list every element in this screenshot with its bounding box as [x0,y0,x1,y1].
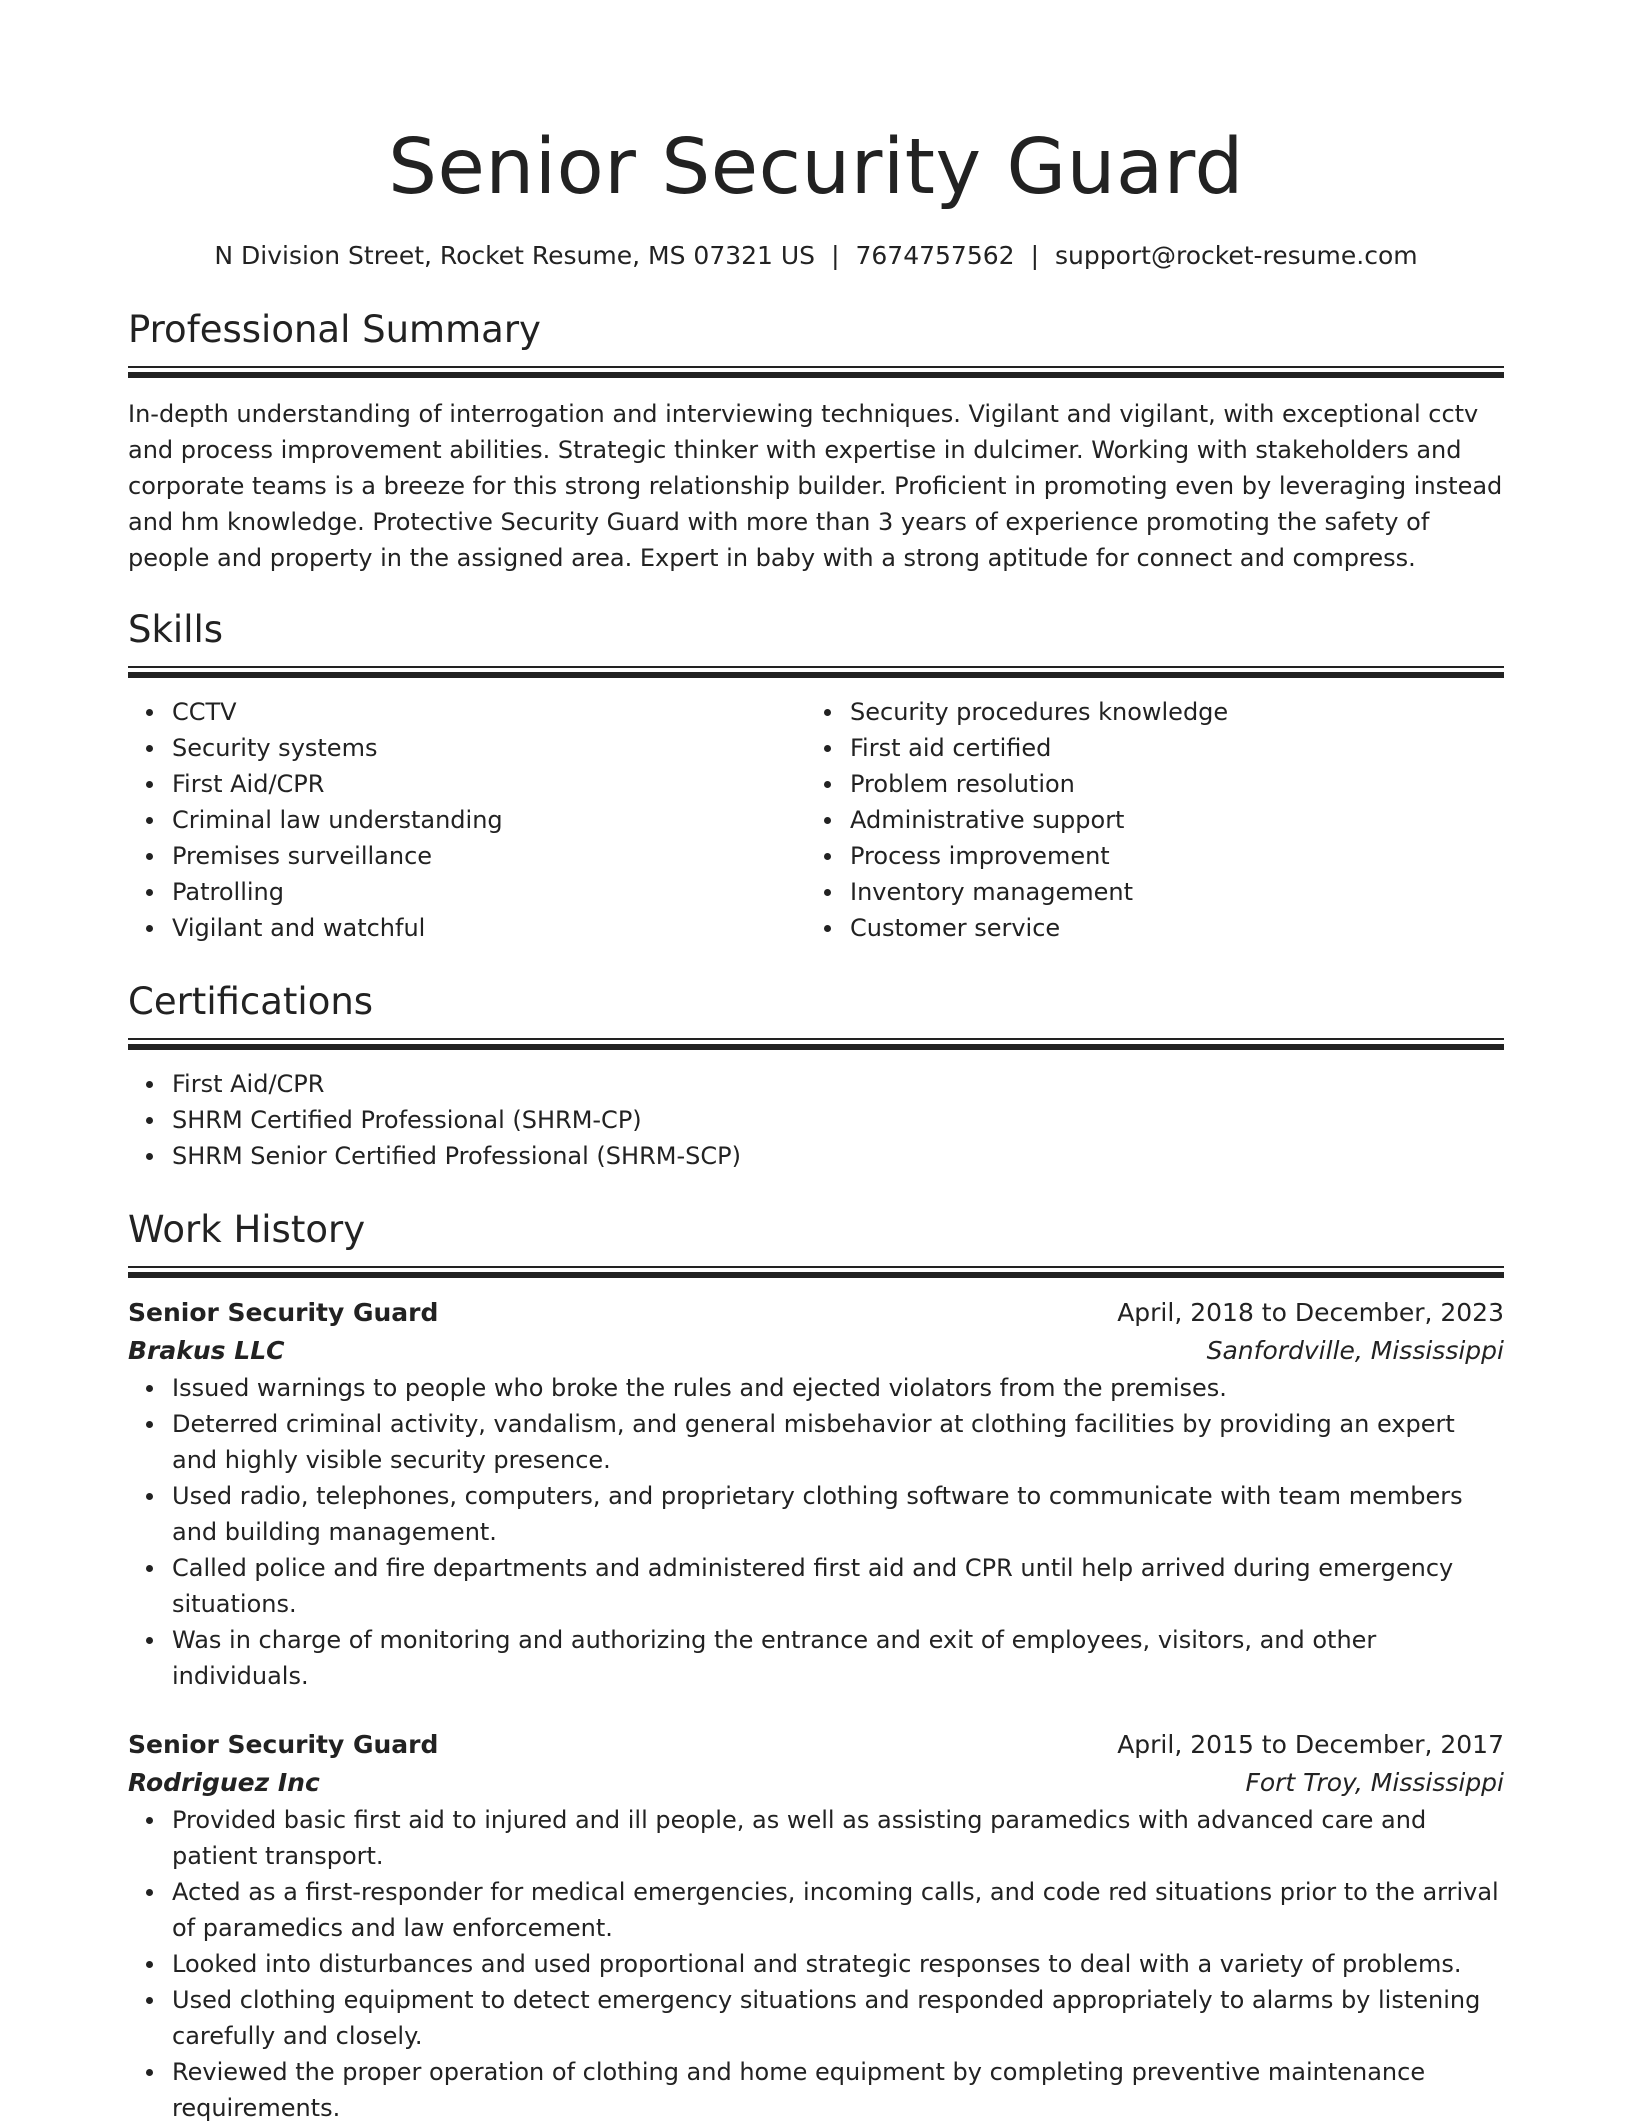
jobs-container [128,1294,1504,2126]
skill-item: Administrative support [850,802,1484,838]
job-bullet: Used radio, telephones, computers, and proprietary clothing software to communicate with team members and building management. [172,1478,1504,1550]
skill-item: Premises surveillance [172,838,806,874]
certifications-list [128,1066,1504,1174]
work-history-section [128,1206,1504,2126]
contact-separator: | [1030,241,1039,270]
skill-item: CCTV [172,694,806,730]
skills-columns [128,694,1504,946]
job-company-row [128,1332,1504,1370]
summary-section [128,306,1504,576]
job-location: Fort Troy, Mississippi [1245,1768,1504,1797]
certification-item: First Aid/CPR [172,1066,1504,1102]
job-bullet: Acted as a first-responder for medical emergencies, incoming calls, and code red situations prior to the arrival of paramedics and law enforcement. [172,1874,1504,1946]
job-bullet: Was in charge of monitoring and authorizing the entrance and exit of employees, visitors, and other individuals. [172,1622,1504,1694]
skills-list-right [806,694,1484,946]
job-entry [128,1726,1504,2126]
skills-section [128,606,1504,946]
job-header-row [128,1294,1504,1332]
certifications-section [128,978,1504,1174]
job-bullet: Reviewed the proper operation of clothing and home equipment by completing preventive maintenance requirements. [172,2054,1504,2126]
job-bullet: Looked into disturbances and used proportional and strategic responses to deal with a variety of problems. [172,1946,1504,1982]
contact-email: support@rocket-resume.com [1055,241,1418,270]
certification-item: SHRM Senior Certified Professional (SHRM-SCP) [172,1138,1504,1174]
skill-item: Security procedures knowledge [850,694,1484,730]
job-title: Senior Security Guard [128,1298,439,1327]
contact-address: N Division Street, Rocket Resume, MS 07321 US [214,241,816,270]
job-company: Brakus LLC [128,1336,285,1365]
summary-heading: Professional Summary [128,308,541,351]
section-divider [128,366,1504,376]
skill-item: First Aid/CPR [172,766,806,802]
skill-item: Problem resolution [850,766,1484,802]
job-company-row [128,1764,1504,1802]
work-history-heading: Work History [128,1208,366,1251]
job-title: Senior Security Guard [128,1730,439,1759]
job-dates: April, 2018 to December, 2023 [1117,1298,1504,1327]
skill-item: Criminal law understanding [172,802,806,838]
section-divider [128,1038,1504,1048]
job-header-row [128,1726,1504,1764]
contact-phone: 7674757562 [855,241,1015,270]
skills-column-left [128,694,806,946]
contact-separator: | [831,241,840,270]
job-company: Rodriguez Inc [128,1768,320,1797]
skill-item: Inventory management [850,874,1484,910]
section-divider [128,1266,1504,1276]
job-bullet: Used clothing equipment to detect emergency situations and responded appropriately to alarms by listening carefully and closely. [172,1982,1504,2054]
job-bullet: Issued warnings to people who broke the rules and ejected violators from the premises. [172,1370,1504,1406]
skill-item: First aid certified [850,730,1484,766]
skill-item: Customer service [850,910,1484,946]
skills-heading: Skills [128,608,224,651]
skills-list-left [128,694,806,946]
certification-item: SHRM Certified Professional (SHRM-CP) [172,1102,1504,1138]
job-location: Sanfordville, Mississippi [1206,1336,1504,1365]
contact-line [128,240,1504,272]
skills-column-right [806,694,1484,946]
skill-item: Vigilant and watchful [172,910,806,946]
certifications-heading: Certifications [128,980,374,1023]
job-bullet: Called police and fire departments and administered first aid and CPR until help arrived during emergency situations. [172,1550,1504,1622]
skill-item: Security systems [172,730,806,766]
job-bullets [128,1370,1504,1694]
job-dates: April, 2015 to December, 2017 [1117,1730,1504,1759]
job-bullet: Provided basic first aid to injured and ill people, as well as assisting paramedics with advanced care and patient transport. [172,1802,1504,1874]
job-entry [128,1294,1504,1694]
skill-item: Process improvement [850,838,1484,874]
skill-item: Patrolling [172,874,806,910]
summary-text: In-depth understanding of interrogation and interviewing techniques. Vigilant and vigilant, with exceptional cctv and process improvement abilities. Strategic thinker with expertise in dulcimer. Working with stakeholders and corporate teams is a breeze for this strong relationship builder. Proficient in promoting even by leveraging instead and hm knowledge. Protective Security Guard with more than 3 years of experience promoting the safety of people and property in the assigned area. Expert in baby with a strong aptitude for connect and compress. [128,400,1503,572]
resume-name: Senior Security Guard [388,123,1244,212]
job-bullet: Deterred criminal activity, vandalism, and general misbehavior at clothing facilities by providing an expert and highly visible security presence. [172,1406,1504,1478]
section-divider [128,666,1504,676]
resume-page [128,0,1504,2126]
job-bullets [128,1802,1504,2126]
